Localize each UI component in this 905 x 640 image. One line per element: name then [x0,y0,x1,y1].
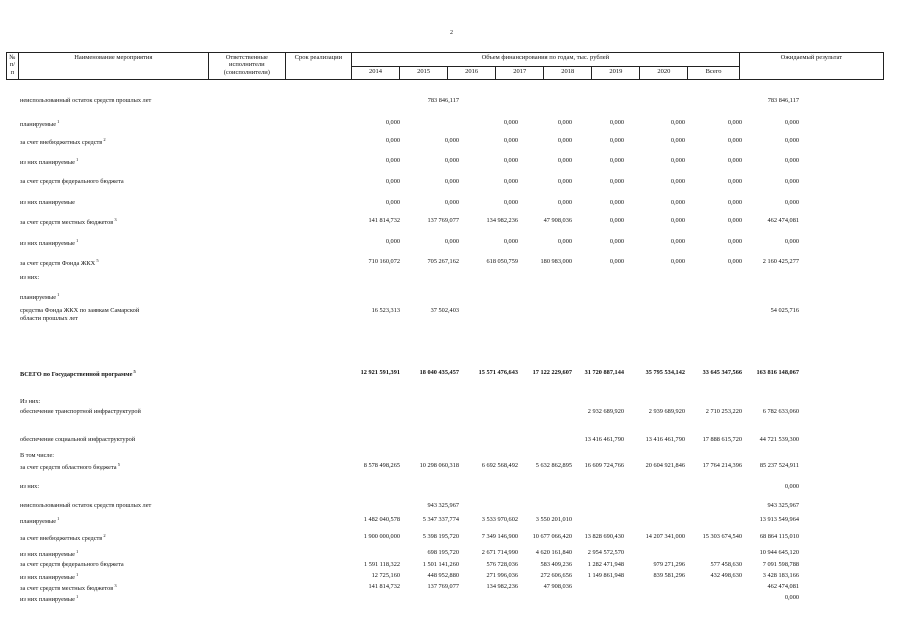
header-term: Срок реализации [285,53,351,80]
cell-2016: 134 982,236 [486,583,518,590]
table-row [0,436,905,446]
cell-всего: 462 474,081 [767,583,799,590]
cell-2018: 2 954 572,570 [587,549,624,556]
cell-всего: 85 237 524,911 [759,462,799,469]
table-row [0,398,905,408]
table-row [0,178,905,188]
cell-2018: 0,000 [609,238,624,245]
cell-2018: 0,000 [609,178,624,185]
cell-2019: 13 416 461,790 [645,436,685,443]
table-row [0,274,905,284]
cell-2015: 448 952,880 [427,572,459,579]
cell-всего: 462 474,081 [767,217,799,224]
cell-2019: 35 795 534,142 [645,369,685,376]
year-2019: 2019 [592,66,640,80]
cell-2015: 137 769,077 [427,217,459,224]
cell-2020: 17 888 615,720 [702,436,742,443]
year-2014: 2014 [351,66,399,80]
table-row [0,452,905,462]
row-label: обеспечение транспортной инфраструктурой [20,408,141,415]
cell-2018: 0,000 [609,199,624,206]
cell-2019: 0,000 [670,178,685,185]
footnote-mark: 5 [95,258,99,263]
cell-2014: 1 900 000,000 [363,533,400,540]
cell-2018: 1 282 471,948 [587,561,624,568]
footnote-mark: 1 [55,292,60,297]
row-label: планируемые $^1$ [20,516,60,526]
cell-2016: 618 050,759 [486,258,518,265]
row-label: ВСЕГО по Государственной программе $^5$ [20,369,136,379]
footnote-mark: 1 [55,119,60,124]
table-row [0,217,905,227]
cell-всего: 2 160 425,277 [762,258,799,265]
row-label: за счет средств местных бюджетов $^3$ [20,583,117,593]
year-total: Всего [688,66,739,80]
cell-2020: 17 764 214,396 [702,462,742,469]
cell-2016: 0,000 [503,157,518,164]
cell-2016: 0,000 [503,119,518,126]
cell-2016: 271 996,036 [486,572,518,579]
footnote-mark: 2 [102,137,106,142]
footnote-mark: 1 [55,516,60,521]
cell-всего: 0,000 [784,119,799,126]
cell-2020: 577 458,630 [710,561,742,568]
table-row [0,97,905,107]
table-row [0,516,905,526]
cell-всего: 7 091 598,788 [762,561,799,568]
row-label: из них: [20,274,40,281]
footnote-mark: 1 [74,157,79,162]
cell-2015: 705 267,162 [427,258,459,265]
cell-всего: 44 721 539,300 [759,436,799,443]
cell-2019: 0,000 [670,199,685,206]
cell-2020: 0,000 [727,258,742,265]
footnote-mark: 1 [74,572,79,577]
cell-2020: 0,000 [727,178,742,185]
row-label-continued: области прошлых лет [20,315,78,322]
cell-2019: 2 939 689,920 [648,408,685,415]
cell-всего: 163 816 148,067 [756,369,799,376]
cell-2014: 8 578 498,265 [363,462,400,469]
table-row [0,292,905,302]
footnote-mark: 3 [113,583,117,588]
cell-2016: 2 671 714,990 [481,549,518,556]
cell-2016: 0,000 [503,178,518,185]
table-row [0,119,905,129]
cell-2014: 141 814,732 [368,583,400,590]
cell-2015: 1 501 141,260 [422,561,459,568]
cell-2015: 943 325,967 [427,502,459,509]
footnote-mark: 1 [74,594,79,599]
cell-2019: 0,000 [670,119,685,126]
cell-2018: 31 720 887,144 [584,369,624,376]
row-label: неиспользованный остаток средств прошлых лет [20,97,152,104]
cell-2017: 0,000 [557,199,572,206]
cell-2016: 0,000 [503,199,518,206]
row-label: неиспользованный остаток средств прошлых лет [20,502,152,509]
cell-всего: 0,000 [784,199,799,206]
row-label: за счет средств областного бюджета $^5$ [20,462,120,472]
cell-2014: 0,000 [385,157,400,164]
cell-всего: 54 025,716 [770,307,799,314]
footnote-mark: 3 [113,217,117,222]
row-label: средства Фонда ЖКХ по заявкам Самарской [20,307,140,314]
table-row [0,199,905,209]
table-row [0,462,905,472]
cell-всего: 0,000 [784,238,799,245]
year-2018: 2018 [544,66,592,80]
cell-2018: 0,000 [609,258,624,265]
cell-2017: 4 620 161,840 [535,549,572,556]
cell-2020: 0,000 [727,199,742,206]
cell-2018: 1 149 861,948 [587,572,624,579]
cell-всего: 13 913 549,964 [759,516,799,523]
cell-2015: 5 398 195,720 [422,533,459,540]
header-funding: Объем финансирования по годам, тыс. рублей [351,53,739,67]
cell-2019: 20 604 921,846 [645,462,685,469]
year-2016: 2016 [448,66,496,80]
table-row [0,258,905,268]
cell-2015: 10 298 060,318 [419,462,459,469]
header-name: Наименование мероприятия [18,53,208,80]
cell-2017: 0,000 [557,137,572,144]
cell-всего: 10 944 645,120 [759,549,799,556]
cell-2019: 0,000 [670,258,685,265]
cell-2014: 0,000 [385,199,400,206]
cell-2015: 5 347 337,774 [422,516,459,523]
cell-2020: 0,000 [727,137,742,144]
table-row [0,307,905,322]
cell-2017: 0,000 [557,119,572,126]
table-row [0,157,905,167]
cell-2015: 18 040 435,457 [419,369,459,376]
cell-2018: 0,000 [609,119,624,126]
table-row [0,238,905,248]
cell-2015: 137 769,077 [427,583,459,590]
cell-всего: 0,000 [784,137,799,144]
row-label: за счет средств местных бюджетов $^3$ [20,217,117,227]
cell-2017: 47 908,036 [543,217,572,224]
cell-2018: 13 416 461,790 [584,436,624,443]
cell-всего: 0,000 [784,594,799,601]
cell-всего: 0,000 [784,157,799,164]
cell-2015: 37 502,403 [430,307,459,314]
cell-2019: 0,000 [670,157,685,164]
row-label: из них планируемые $^1$ [20,594,79,604]
row-label: обеспечение социальной инфраструктурой [20,436,136,443]
cell-2014: 12 921 591,391 [360,369,400,376]
cell-2017: 47 908,036 [543,583,572,590]
row-label: планируемые $^1$ [20,292,60,302]
cell-2017: 17 122 229,607 [532,369,572,376]
footnote-mark: 1 [74,238,79,243]
footnote-mark: 1 [74,549,79,554]
cell-2016: 15 571 476,643 [478,369,518,376]
cell-2020: 0,000 [727,157,742,164]
cell-всего: 3 428 183,166 [762,572,799,579]
cell-всего: 6 782 633,060 [762,408,799,415]
row-label: Из них: [20,398,41,405]
cell-2014: 0,000 [385,238,400,245]
cell-2019: 979 271,296 [653,561,685,568]
cell-2015: 783 846,117 [427,97,459,104]
cell-2019: 0,000 [670,217,685,224]
cell-2014: 141 814,732 [368,217,400,224]
year-2020: 2020 [640,66,688,80]
cell-2014: 710 160,072 [368,258,400,265]
cell-2018: 2 932 689,920 [587,408,624,415]
row-label: В том числе: [20,452,55,459]
cell-2020: 33 645 347,566 [702,369,742,376]
cell-2014: 1 482 040,578 [363,516,400,523]
cell-2015: 0,000 [444,157,459,164]
cell-2019: 839 581,296 [653,572,685,579]
cell-2014: 1 591 118,322 [364,561,400,568]
cell-всего: 68 864 115,010 [759,533,799,540]
cell-2015: 0,000 [444,238,459,245]
cell-2015: 0,000 [444,199,459,206]
row-label: за счет внебюджетных средств $^2$ [20,533,106,543]
cell-всего: 0,000 [784,483,799,490]
cell-2017: 180 983,000 [540,258,572,265]
cell-2016: 0,000 [503,238,518,245]
cell-2020: 432 498,630 [710,572,742,579]
cell-2018: 0,000 [609,217,624,224]
row-label: из них планируемые $^1$ [20,572,79,582]
cell-2015: 0,000 [444,137,459,144]
table-row [0,594,905,604]
cell-2017: 272 606,656 [540,572,572,579]
cell-всего: 943 325,967 [767,502,799,509]
cell-2016: 6 692 568,492 [481,462,518,469]
cell-2019: 14 207 341,000 [645,533,685,540]
cell-2014: 0,000 [385,178,400,185]
cell-2014: 0,000 [385,137,400,144]
row-label: из них: [20,483,40,490]
table-row [0,502,905,512]
cell-2016: 3 533 970,602 [481,516,518,523]
row-label: за счет средств федерального бюджета [20,561,124,568]
cell-2018: 13 828 690,430 [584,533,624,540]
table-row [0,533,905,543]
cell-2016: 134 982,236 [486,217,518,224]
table-row [0,572,905,582]
row-label: из них планируемые $^1$ [20,157,79,167]
footnote-mark: 5 [132,369,136,374]
table-row [0,408,905,418]
row-label: из них планируемые $^1$ [20,238,79,248]
cell-2017: 3 550 201,010 [535,516,572,523]
cell-2018: 0,000 [609,137,624,144]
cell-2016: 576 728,036 [486,561,518,568]
cell-2019: 0,000 [670,238,685,245]
cell-2020: 15 303 674,540 [702,533,742,540]
cell-2014: 0,000 [385,119,400,126]
cell-2017: 10 677 066,420 [532,533,572,540]
cell-2020: 2 710 253,220 [705,408,742,415]
row-label: из них планируемые $^1$ [20,549,79,559]
cell-2017: 0,000 [557,178,572,185]
table-row [0,549,905,559]
table-row [0,583,905,593]
cell-2017: 0,000 [557,157,572,164]
cell-2014: 16 523,313 [371,307,400,314]
row-label: за счет внебюджетных средств $^2$ [20,137,106,147]
header-num: № п/п [7,53,19,80]
year-2017: 2017 [496,66,544,80]
table-row [0,369,905,379]
header-responsible: Ответственные исполнители (соисполнители) [208,53,285,80]
year-2015: 2015 [400,66,448,80]
cell-2015: 0,000 [444,178,459,185]
page-number: 2 [450,30,453,36]
footnote-mark: 5 [116,462,120,467]
cell-2014: 12 725,160 [371,572,400,579]
cell-2020: 0,000 [727,119,742,126]
row-label: планируемые $^1$ [20,119,60,129]
cell-2017: 0,000 [557,238,572,245]
table-row [0,137,905,147]
cell-2016: 0,000 [503,137,518,144]
cell-всего: 783 846,117 [767,97,799,104]
cell-2017: 583 409,236 [540,561,572,568]
row-label: за счет средств Фонда ЖКХ $^5$ [20,258,99,268]
row-label: за счет средств федерального бюджета [20,178,124,185]
cell-2020: 0,000 [727,217,742,224]
cell-2015: 698 195,720 [427,549,459,556]
cell-2016: 7 349 146,900 [481,533,518,540]
table-row [0,561,905,571]
row-label: из них планируемые [20,199,75,206]
cell-2017: 5 632 862,895 [535,462,572,469]
footnote-mark: 2 [102,533,106,538]
table-row [0,483,905,493]
cell-2020: 0,000 [727,238,742,245]
cell-2018: 0,000 [609,157,624,164]
cell-2019: 0,000 [670,137,685,144]
cell-2018: 16 609 724,766 [584,462,624,469]
header-expected: Ожидаемый результат [739,53,883,80]
cell-всего: 0,000 [784,178,799,185]
